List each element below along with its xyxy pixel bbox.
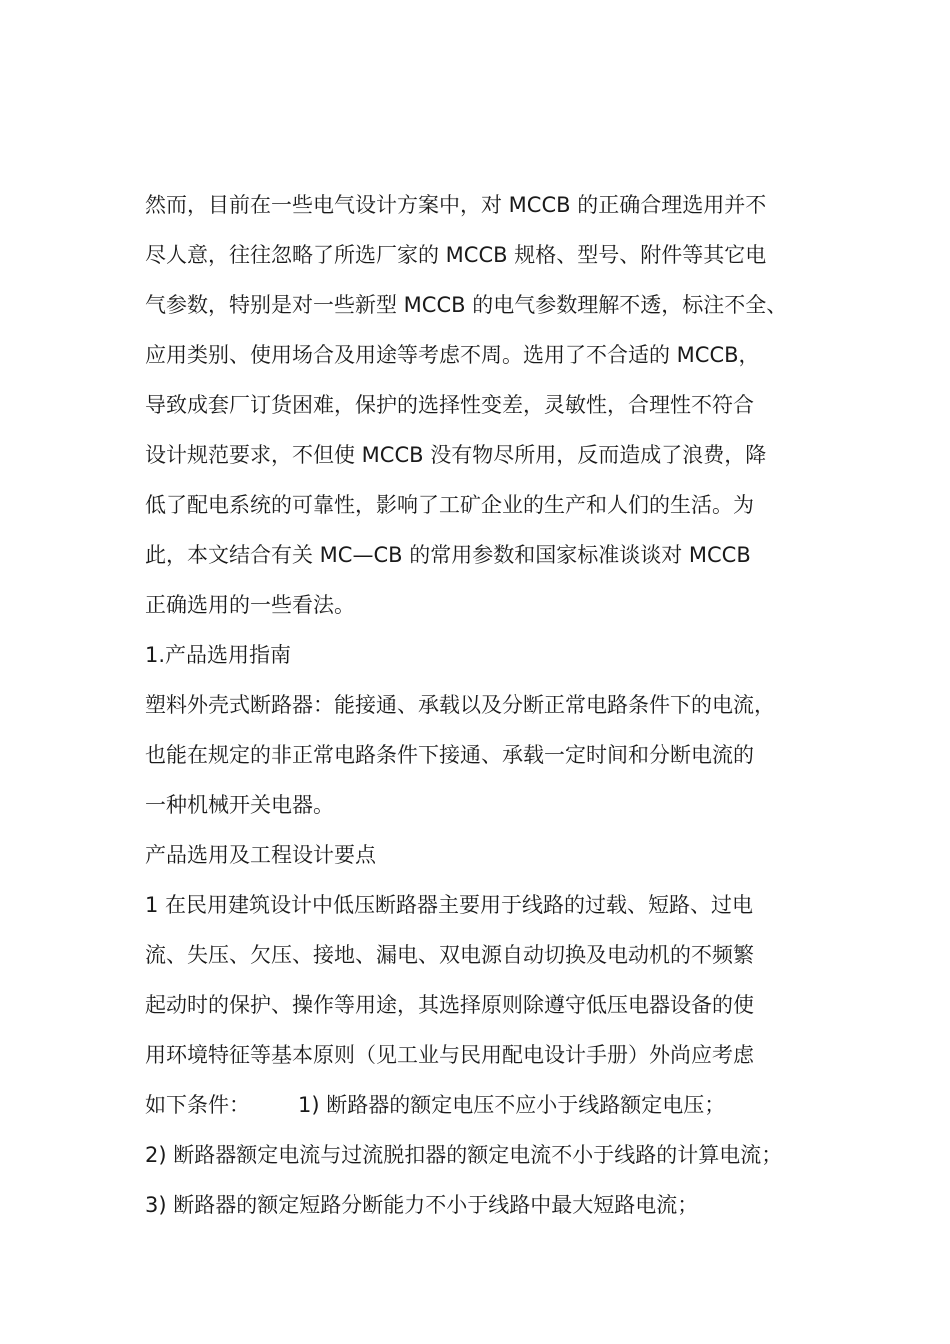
definition-line: 塑料外壳式断路器：能接通、承载以及分断正常电路条件下的电流， xyxy=(145,693,775,717)
conditions-line xyxy=(145,1080,815,1130)
intro-line: 导致成套厂订货困难，保护的选择性变差，灵敏性，合理性不符合 xyxy=(145,393,754,417)
condition-2: 2) 断路器额定电流与过流脱扣器的额定电流不小于线路的计算电流； xyxy=(145,1143,783,1167)
definition-line: 一种机械开关电器。 xyxy=(145,793,334,817)
condition-3: 3) 断路器的额定短路分断能力不小于线路中最大短路电流； xyxy=(145,1193,699,1217)
point-line: 起动时的保护、操作等用途，其选择原则除遵守低压电器设备的使 xyxy=(145,993,754,1017)
intro-line: 然而，目前在一些电气设计方案中，对 MCCB 的正确合理选用并不 xyxy=(145,193,767,217)
definition-line: 也能在规定的非正常电路条件下接通、承载一定时间和分断电流的 xyxy=(145,743,754,767)
point-line: 用环境特征等基本原则（见工业与民用配电设计手册）外尚应考虑 xyxy=(145,1043,754,1067)
intro-line: 尽人意，往往忽略了所选厂家的 MCCB 规格、型号、附件等其它电 xyxy=(145,243,767,267)
point-line: 1 在民用建筑设计中低压断路器主要用于线路的过载、短路、过电 xyxy=(145,893,754,917)
intro-line: 气参数，特别是对一些新型 MCCB 的电气参数理解不透，标注不全、 xyxy=(145,293,788,317)
document-body xyxy=(145,180,815,1230)
intro-line: 此，本文结合有关 MC—CB 的常用参数和国家标准谈谈对 MCCB xyxy=(145,543,751,567)
intro-line: 应用类别、使用场合及用途等考虑不周。选用了不合适的 MCCB， xyxy=(145,343,760,367)
subheading: 产品选用及工程设计要点 xyxy=(145,843,376,867)
point-line: 流、失压、欠压、接地、漏电、双电源自动切换及电动机的不频繁 xyxy=(145,943,754,967)
conditions-label: 如下条件： xyxy=(145,1093,250,1117)
condition-1: 1) 断路器的额定电压不应小于线路额定电压； xyxy=(298,1093,726,1117)
intro-line: 设计规范要求，不但使 MCCB 没有物尽所用，反而造成了浪费，降 xyxy=(145,443,767,467)
section-heading: 1.产品选用指南 xyxy=(145,643,292,667)
intro-line: 低了配电系统的可靠性，影响了工矿企业的生产和人们的生活。为 xyxy=(145,493,754,517)
intro-line: 正确选用的一些看法。 xyxy=(145,593,355,617)
